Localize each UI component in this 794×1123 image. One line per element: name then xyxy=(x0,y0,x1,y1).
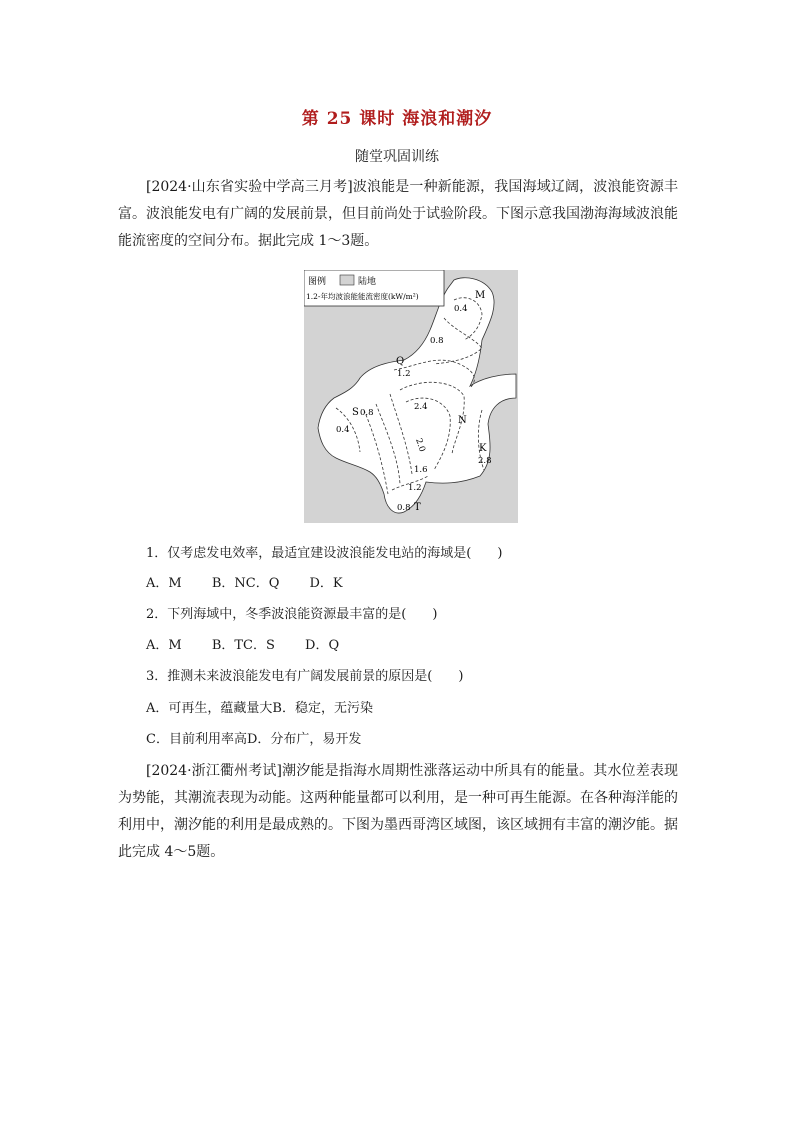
legend-land-label: 陆地 xyxy=(358,277,377,287)
question-1-stem: 1．仅考虑发电效率，最适宜建设波浪能发电站的海域是( ) xyxy=(146,546,503,561)
point-label-m: M xyxy=(475,290,486,301)
contour-value-label: 2.8 xyxy=(478,456,492,466)
section-subtitle: 随堂巩固训练 xyxy=(355,149,439,165)
legend-land-swatch xyxy=(340,275,354,285)
legend-contour-label: 1.2-年均波浪能能流密度(kW/m²) xyxy=(306,292,419,301)
contour-value-label: 0.8 xyxy=(430,336,444,346)
question-2-options: A．M B．TC．S D．Q xyxy=(146,638,340,653)
point-label-n: N xyxy=(458,415,467,426)
legend-title: 图例 xyxy=(308,277,327,287)
point-label-t: T xyxy=(414,502,421,513)
contour-value-label: 0.4 xyxy=(454,304,468,314)
point-label-k: K xyxy=(479,443,487,454)
question-3-stem: 3．推测未来波浪能发电有广阔发展前景的原因是( ) xyxy=(146,669,464,684)
question-3-options-c-d: C．目前利用率高D．分布广，易开发 xyxy=(146,732,362,747)
contour-value-label: 1.2 xyxy=(408,483,422,493)
question-3-options-a-b: A．可再生，蕴藏量大B．稳定，无污染 xyxy=(146,701,373,716)
question-1-options: A．M B．NC．Q D．K xyxy=(146,576,343,591)
contour-value-label: 0.8 xyxy=(397,503,411,513)
intro-paragraph-tidal-energy: [2024·浙江衢州考试]潮汐能是指海水周期性涨落运动中所具有的能量。其水位差表现为势能，其潮流表现为动能。这两种能量都可以利用，是一种可再生能源。在各种海洋能的利用中，潮汐能的利用是最成熟的。下图为墨西哥湾区域图，该区域拥有丰富的潮汐能。据此完成 4～5题。 xyxy=(118,763,678,860)
bohai-wave-energy-map xyxy=(304,270,518,523)
contour-value-label: 2.0 xyxy=(413,437,427,454)
contour-value-label: 0.8 xyxy=(360,408,374,418)
contour-value-label: 2.4 xyxy=(414,402,428,412)
contour-value-label: 0.4 xyxy=(336,425,350,435)
point-label-q: Q xyxy=(396,356,405,367)
intro-paragraph-wave-energy: [2024·山东省实验中学高三月考]波浪能是一种新能源，我国海域辽阔，波浪能资源丰富。波浪能发电有广阔的发展前景，但目前尚处于试验阶段。下图示意我国渤海海域波浪能能流密度的空间分布。据此完成 1～3题。 xyxy=(118,179,678,249)
lesson-title: 第 25 课时 海浪和潮汐 xyxy=(301,109,493,129)
question-2-stem: 2．下列海域中，冬季波浪能资源最丰富的是( ) xyxy=(146,607,438,622)
point-label-s: S xyxy=(352,407,359,418)
contour-value-label: 1.2 xyxy=(397,369,411,379)
contour-value-label: 1.6 xyxy=(414,465,428,475)
